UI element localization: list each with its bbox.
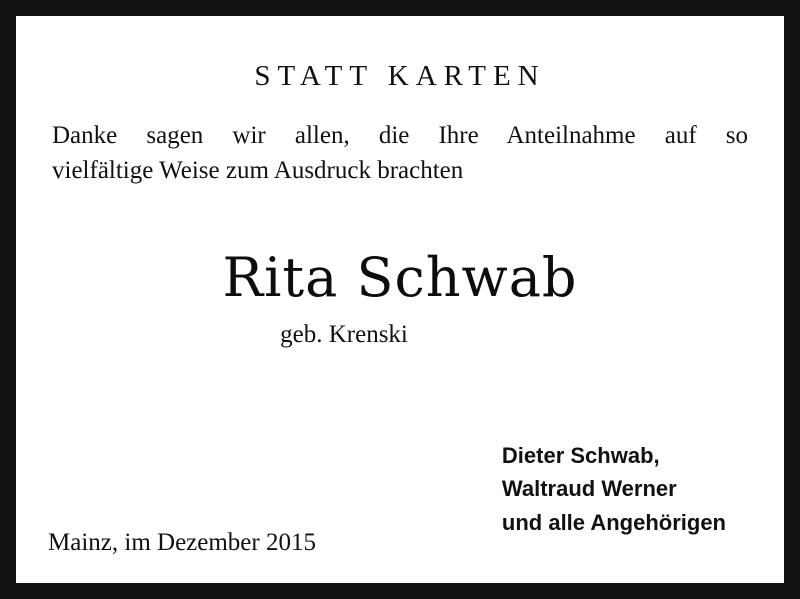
maiden-name: geb. Krenski bbox=[280, 321, 408, 348]
place-and-date: Mainz, im Dezember 2015 bbox=[48, 529, 316, 556]
headline: STATT KARTEN bbox=[254, 60, 546, 92]
thanks-line-2: vielfältige Weise zum Ausdruck brachten bbox=[52, 156, 464, 184]
thanks-line-1: Danke sagen wir allen, die Ihre Anteilnahme auf so bbox=[52, 122, 748, 149]
deceased-name: Rita Schwab bbox=[222, 246, 578, 309]
family-signature bbox=[502, 439, 726, 539]
thanks-paragraph bbox=[52, 119, 748, 188]
obituary-card-inner bbox=[16, 16, 784, 583]
family-line: Dieter Schwab, bbox=[501, 442, 660, 468]
family-line: Waltraud Werner bbox=[501, 476, 677, 502]
family-line: und alle Angehörigen bbox=[501, 509, 726, 535]
